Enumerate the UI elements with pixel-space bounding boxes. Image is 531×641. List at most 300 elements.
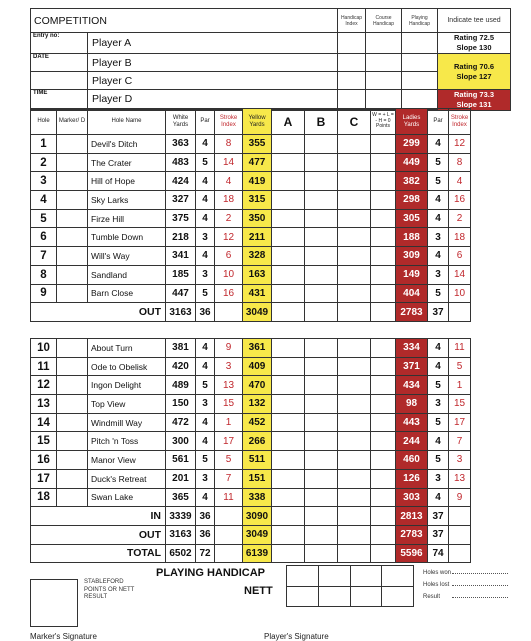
points-total-cell[interactable] (371, 303, 396, 322)
player-b-score-cell[interactable] (305, 432, 338, 451)
par: 5 (196, 451, 215, 470)
total-label: IN (31, 507, 166, 526)
points-cell[interactable] (371, 153, 396, 172)
stroke-index: 11 (215, 488, 243, 507)
player-c-score-cell[interactable] (338, 228, 371, 247)
ladies-yards: 443 (396, 413, 428, 432)
col-a: A (272, 109, 305, 135)
player-c-course-handicap[interactable] (366, 72, 402, 90)
stroke-index: 10 (215, 265, 243, 284)
yellow-yards: 315 (243, 191, 272, 210)
player-a-total-cell[interactable] (272, 303, 305, 322)
points-cell[interactable] (371, 451, 396, 470)
player-b-handicap-index[interactable] (338, 54, 366, 72)
footer (30, 565, 510, 640)
white-yards: 300 (166, 432, 196, 451)
stroke-index: 12 (215, 228, 243, 247)
col-ladies-yards: Ladies Yards (396, 109, 428, 135)
player-a-score-cell[interactable] (272, 357, 305, 376)
col-hole: Hole (31, 109, 57, 135)
hole-number: 13 (31, 395, 57, 414)
yellow-yards: 151 (243, 469, 272, 488)
white-yards: 185 (166, 265, 196, 284)
player-b-score-cell[interactable] (305, 469, 338, 488)
hole-name: Windmill Way (88, 413, 166, 432)
col-yellow-yards: Yellow Yards (243, 109, 272, 135)
player-b-total-cell[interactable] (305, 303, 338, 322)
player-d-name[interactable]: Player D (88, 90, 338, 110)
player-b-total-cell[interactable] (305, 525, 338, 544)
white-yards: 218 (166, 228, 196, 247)
extra-col (471, 525, 511, 544)
stableford-result-box[interactable] (30, 579, 78, 627)
total-ladies-par: 37 (428, 507, 449, 526)
player-a-score-cell[interactable] (272, 469, 305, 488)
total-row (31, 507, 511, 526)
col-marker: Marker/ D (57, 109, 88, 135)
holes-lost-line[interactable] (452, 585, 508, 586)
player-c-score-cell[interactable] (338, 413, 371, 432)
hole-number: 1 (31, 135, 57, 154)
total-white-yards: 3163 (166, 525, 196, 544)
par: 4 (196, 339, 215, 358)
ladies-stroke-index: 6 (449, 247, 471, 266)
extra-col (471, 153, 511, 172)
player-c-score-cell[interactable] (338, 357, 371, 376)
hole-row (31, 191, 511, 210)
hole-row (31, 228, 511, 247)
player-a-score-cell[interactable] (272, 209, 305, 228)
total-ladies-si-blank (449, 507, 471, 526)
yellow-yards: 350 (243, 209, 272, 228)
ladies-stroke-index: 3 (449, 451, 471, 470)
player-b-score-cell[interactable] (305, 172, 338, 191)
hole-number: 17 (31, 469, 57, 488)
hole-row (31, 451, 511, 470)
yellow-yards: 361 (243, 339, 272, 358)
hole-name: Sandland (88, 265, 166, 284)
ladies-par: 4 (428, 191, 449, 210)
marker-score-cell[interactable] (57, 339, 88, 358)
ladies-stroke-index: 1 (449, 376, 471, 395)
points-cell[interactable] (371, 247, 396, 266)
total-ladies-si-blank (449, 525, 471, 544)
yellow-yards: 452 (243, 413, 272, 432)
ladies-stroke-index: 2 (449, 209, 471, 228)
player-c-total-cell[interactable] (338, 303, 371, 322)
player-a-score-cell[interactable] (272, 135, 305, 154)
col-par: Par (196, 109, 215, 135)
par: 4 (196, 357, 215, 376)
player-c-score-cell[interactable] (338, 191, 371, 210)
player-d-playing-handicap[interactable] (402, 90, 438, 110)
extra-col (471, 303, 511, 322)
points-cell[interactable] (371, 228, 396, 247)
player-b-score-cell[interactable] (305, 339, 338, 358)
yellow-yards: 355 (243, 135, 272, 154)
player-b-course-handicap[interactable] (366, 54, 402, 72)
stroke-index: 7 (215, 469, 243, 488)
stroke-index: 6 (215, 247, 243, 266)
points-cell[interactable] (371, 339, 396, 358)
player-d-course-handicap[interactable] (366, 90, 402, 110)
hole-number: 16 (31, 451, 57, 470)
player-c-score-cell[interactable] (338, 209, 371, 228)
ladies-yards: 305 (396, 209, 428, 228)
playing-handicap-label: PLAYING HANDICAP (156, 567, 265, 579)
total-row (31, 525, 511, 544)
player-b-score-cell[interactable] (305, 228, 338, 247)
ladies-par: 5 (428, 172, 449, 191)
player-c-score-cell[interactable] (338, 469, 371, 488)
stroke-index: 9 (215, 339, 243, 358)
player-a-total-cell[interactable] (272, 525, 305, 544)
points-cell[interactable] (371, 265, 396, 284)
extra-col (471, 395, 511, 414)
player-c-total-cell[interactable] (338, 507, 371, 526)
extra-col (471, 228, 511, 247)
player-c-score-cell[interactable] (338, 395, 371, 414)
par: 4 (196, 488, 215, 507)
player-a-name[interactable]: Player A (88, 33, 338, 54)
marker-score-cell[interactable] (57, 488, 88, 507)
ladies-par: 4 (428, 135, 449, 154)
ladies-par: 5 (428, 376, 449, 395)
white-yards: 363 (166, 135, 196, 154)
total-ladies-yards: 2783 (396, 525, 428, 544)
handicap-index-header: Handicap Index (338, 9, 366, 33)
player-c-score-cell[interactable] (338, 247, 371, 266)
points-total-cell[interactable] (371, 525, 396, 544)
back-nine-table (30, 338, 511, 563)
white-yards: 472 (166, 413, 196, 432)
hole-name: Devil's Ditch (88, 135, 166, 154)
points-cell[interactable] (371, 284, 396, 303)
player-a-score-cell[interactable] (272, 395, 305, 414)
yellow-yards: 338 (243, 488, 272, 507)
col-c: C (338, 109, 371, 135)
par: 5 (196, 284, 215, 303)
player-a-score-cell[interactable] (272, 376, 305, 395)
player-a-score-cell[interactable] (272, 488, 305, 507)
time-label: TIME (31, 90, 88, 110)
hole-row (31, 395, 511, 414)
hole-row (31, 488, 511, 507)
handicap-nett-boxes[interactable] (286, 565, 414, 607)
points-total-cell[interactable] (371, 544, 396, 563)
marker-score-cell[interactable] (57, 135, 88, 154)
player-d-handicap-index[interactable] (338, 90, 366, 110)
ladies-stroke-index: 7 (449, 432, 471, 451)
rating-red[interactable]: Rating 73.3 Slope 131 (438, 90, 511, 111)
player-c-playing-handicap[interactable] (402, 72, 438, 90)
stroke-index: 17 (215, 432, 243, 451)
stroke-index: 8 (215, 135, 243, 154)
total-si-blank (215, 507, 243, 526)
player-b-score-cell[interactable] (305, 247, 338, 266)
player-a-score-cell[interactable] (272, 413, 305, 432)
points-cell[interactable] (371, 488, 396, 507)
stroke-index: 3 (215, 357, 243, 376)
col-b: B (305, 109, 338, 135)
hole-name: Manor View (88, 451, 166, 470)
player-c-score-cell[interactable] (338, 135, 371, 154)
player-c-total-cell[interactable] (338, 525, 371, 544)
player-c-score-cell[interactable] (338, 451, 371, 470)
player-c-score-cell[interactable] (338, 265, 371, 284)
player-a-score-cell[interactable] (272, 265, 305, 284)
player-b-score-cell[interactable] (305, 209, 338, 228)
stroke-index: 14 (215, 153, 243, 172)
marker-score-cell[interactable] (57, 357, 88, 376)
hole-name: Tumble Down (88, 228, 166, 247)
ladies-yards: 98 (396, 395, 428, 414)
hole-number: 14 (31, 413, 57, 432)
points-cell[interactable] (371, 209, 396, 228)
ladies-stroke-index: 13 (449, 469, 471, 488)
total-yellow-yards: 3049 (243, 303, 272, 322)
white-yards: 150 (166, 395, 196, 414)
player-b-score-cell[interactable] (305, 153, 338, 172)
ladies-par: 3 (428, 469, 449, 488)
hole-name: The Crater (88, 153, 166, 172)
ladies-stroke-index: 14 (449, 265, 471, 284)
ladies-yards: 434 (396, 376, 428, 395)
date-value[interactable] (31, 72, 88, 90)
ladies-yards: 371 (396, 357, 428, 376)
ladies-stroke-index: 4 (449, 172, 471, 191)
result-label: Result (423, 594, 441, 600)
par: 4 (196, 191, 215, 210)
hole-name: Hill of Hope (88, 172, 166, 191)
player-c-score-cell[interactable] (338, 376, 371, 395)
player-c-score-cell[interactable] (338, 284, 371, 303)
player-b-score-cell[interactable] (305, 488, 338, 507)
date-label: DATE (31, 54, 88, 72)
player-a-score-cell[interactable] (272, 153, 305, 172)
ladies-stroke-index: 9 (449, 488, 471, 507)
holes-won-line[interactable] (452, 573, 508, 574)
player-a-score-cell[interactable] (272, 172, 305, 191)
hole-number: 4 (31, 191, 57, 210)
player-b-score-cell[interactable] (305, 135, 338, 154)
points-cell[interactable] (371, 357, 396, 376)
ladies-yards: 188 (396, 228, 428, 247)
points-cell[interactable] (371, 413, 396, 432)
extra-col (471, 376, 511, 395)
player-b-playing-handicap[interactable] (402, 54, 438, 72)
player-a-course-handicap[interactable] (366, 33, 402, 54)
marker-score-cell[interactable] (57, 265, 88, 284)
col-stroke-index: Stroke Index (215, 109, 243, 135)
holes-won-label: Holes won (423, 570, 452, 576)
ladies-yards: 309 (396, 247, 428, 266)
extra-col (471, 451, 511, 470)
marker-score-cell[interactable] (57, 209, 88, 228)
points-cell[interactable] (371, 135, 396, 154)
white-yards: 375 (166, 209, 196, 228)
total-si-blank (215, 544, 243, 563)
playing-handicap-header: Playing Handicap (402, 9, 438, 33)
player-a-score-cell[interactable] (272, 451, 305, 470)
player-a-score-cell[interactable] (272, 247, 305, 266)
marker-score-cell[interactable] (57, 191, 88, 210)
player-c-score-cell[interactable] (338, 172, 371, 191)
player-b-score-cell[interactable] (305, 265, 338, 284)
header-table (30, 8, 511, 111)
player-a-score-cell[interactable] (272, 228, 305, 247)
ladies-par: 4 (428, 209, 449, 228)
player-b-score-cell[interactable] (305, 413, 338, 432)
player-c-total-cell[interactable] (338, 544, 371, 563)
player-b-score-cell[interactable] (305, 284, 338, 303)
ladies-stroke-index: 11 (449, 339, 471, 358)
hole-number: 18 (31, 488, 57, 507)
stroke-index: 2 (215, 209, 243, 228)
player-a-handicap-index[interactable] (338, 33, 366, 54)
extra-col (471, 172, 511, 191)
ladies-yards: 460 (396, 451, 428, 470)
total-white-yards: 6502 (166, 544, 196, 563)
player-a-score-cell[interactable] (272, 284, 305, 303)
yellow-yards: 132 (243, 395, 272, 414)
yellow-yards: 328 (243, 247, 272, 266)
player-c-score-cell[interactable] (338, 339, 371, 358)
player-c-name[interactable]: Player C (88, 72, 338, 90)
points-cell[interactable] (371, 172, 396, 191)
ladies-par: 4 (428, 339, 449, 358)
extra-col (471, 357, 511, 376)
hole-number: 12 (31, 376, 57, 395)
points-cell[interactable] (371, 432, 396, 451)
player-b-score-cell[interactable] (305, 376, 338, 395)
marker-score-cell[interactable] (57, 376, 88, 395)
hole-name: Top View (88, 395, 166, 414)
player-a-score-cell[interactable] (272, 339, 305, 358)
marker-score-cell[interactable] (57, 432, 88, 451)
ladies-stroke-index: 18 (449, 228, 471, 247)
yellow-yards: 409 (243, 357, 272, 376)
player-c-handicap-index[interactable] (338, 72, 366, 90)
player-b-score-cell[interactable] (305, 451, 338, 470)
col-white-yards: White Yards (166, 109, 196, 135)
hole-number: 8 (31, 265, 57, 284)
points-cell[interactable] (371, 469, 396, 488)
ladies-yards: 303 (396, 488, 428, 507)
marker-score-cell[interactable] (57, 228, 88, 247)
players-signature-label: Player's Signature (264, 632, 329, 641)
total-ladies-par: 37 (428, 525, 449, 544)
extra-col (471, 413, 511, 432)
par: 5 (196, 153, 215, 172)
points-cell[interactable] (371, 395, 396, 414)
player-c-score-cell[interactable] (338, 153, 371, 172)
total-row (31, 544, 511, 563)
marker-score-cell[interactable] (57, 153, 88, 172)
ladies-stroke-index: 5 (449, 357, 471, 376)
hole-number: 3 (31, 172, 57, 191)
ladies-stroke-index: 10 (449, 284, 471, 303)
stroke-index: 15 (215, 395, 243, 414)
marker-score-cell[interactable] (57, 284, 88, 303)
player-a-total-cell[interactable] (272, 507, 305, 526)
total-par: 36 (196, 507, 215, 526)
white-yards: 483 (166, 153, 196, 172)
marker-score-cell[interactable] (57, 413, 88, 432)
player-a-total-cell[interactable] (272, 544, 305, 563)
player-c-score-cell[interactable] (338, 488, 371, 507)
marker-score-cell[interactable] (57, 247, 88, 266)
total-par: 36 (196, 525, 215, 544)
stableford-label: STABLEFORD POINTS OR NETT RESULT (84, 579, 135, 600)
entry-no-label: Entry no: (31, 33, 88, 54)
yellow-yards: 163 (243, 265, 272, 284)
rating-yellow[interactable]: Rating 70.6 Slope 127 (438, 54, 511, 90)
hole-row (31, 172, 511, 191)
yellow-yards: 470 (243, 376, 272, 395)
yellow-yards: 211 (243, 228, 272, 247)
player-a-score-cell[interactable] (272, 432, 305, 451)
par: 4 (196, 209, 215, 228)
total-ladies-par: 37 (428, 303, 449, 322)
white-yards: 201 (166, 469, 196, 488)
extra-col (471, 135, 511, 154)
hole-name: Barn Close (88, 284, 166, 303)
marker-score-cell[interactable] (57, 172, 88, 191)
points-total-cell[interactable] (371, 507, 396, 526)
extra-col (471, 209, 511, 228)
player-a-playing-handicap[interactable] (402, 33, 438, 54)
nett-label: NETT (244, 585, 273, 597)
white-yards: 341 (166, 247, 196, 266)
hole-name: Will's Way (88, 247, 166, 266)
player-b-total-cell[interactable] (305, 544, 338, 563)
extra-col (471, 191, 511, 210)
points-cell[interactable] (371, 191, 396, 210)
player-b-score-cell[interactable] (305, 357, 338, 376)
marker-score-cell[interactable] (57, 451, 88, 470)
player-b-score-cell[interactable] (305, 395, 338, 414)
ladies-par: 5 (428, 413, 449, 432)
white-yards: 381 (166, 339, 196, 358)
hole-number: 6 (31, 228, 57, 247)
total-yellow-yards: 3049 (243, 525, 272, 544)
ladies-stroke-index: 15 (449, 395, 471, 414)
ladies-yards: 404 (396, 284, 428, 303)
ladies-yards: 449 (396, 153, 428, 172)
extra-col (471, 544, 511, 563)
ladies-par: 5 (428, 284, 449, 303)
hole-row (31, 469, 511, 488)
col-ladies-stroke-index: Stroke Index (449, 109, 471, 135)
marker-score-cell[interactable] (57, 395, 88, 414)
hole-row (31, 284, 511, 303)
hole-name: Duck's Retreat (88, 469, 166, 488)
player-c-score-cell[interactable] (338, 432, 371, 451)
player-b-score-cell[interactable] (305, 191, 338, 210)
hole-number: 5 (31, 209, 57, 228)
ladies-par: 3 (428, 265, 449, 284)
result-line[interactable] (452, 597, 508, 598)
player-b-name[interactable]: Player B (88, 54, 338, 72)
marker-score-cell[interactable] (57, 469, 88, 488)
rating-white[interactable]: Rating 72.5 Slope 130 (438, 33, 511, 54)
player-b-total-cell[interactable] (305, 507, 338, 526)
player-a-score-cell[interactable] (272, 191, 305, 210)
points-cell[interactable] (371, 376, 396, 395)
ladies-par: 3 (428, 395, 449, 414)
stroke-index: 16 (215, 284, 243, 303)
